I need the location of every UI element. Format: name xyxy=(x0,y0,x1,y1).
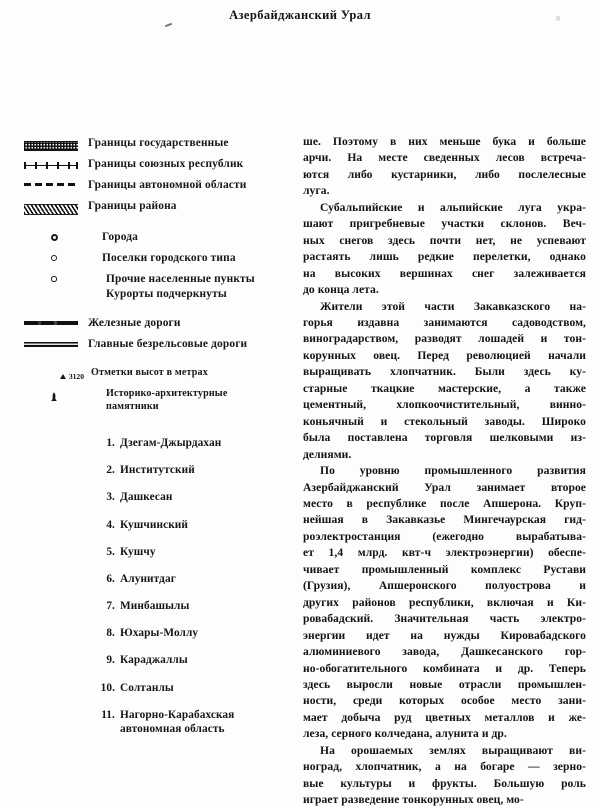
paragraph-3 xyxy=(303,299,586,464)
text-line: вые культуры и фрукты. Большую роль xyxy=(303,776,586,790)
union-republic-border-swatch xyxy=(24,157,84,169)
legend-label: Историко-архитектурные xyxy=(106,388,228,400)
legend-item-state-border xyxy=(24,136,282,151)
list-item-label: Кушчинский xyxy=(120,518,189,531)
list-item-label: Юхары-Моллу xyxy=(120,627,199,640)
legend-label: Отметки высот в метрах xyxy=(91,367,208,379)
list-item xyxy=(98,599,282,614)
text-line: ных снегов здесь почти нет, не успевают xyxy=(303,233,586,247)
text-line: ются либо кустарники, либо послелесные xyxy=(303,167,586,181)
legend-item-other-settlement xyxy=(24,272,282,301)
list-item-label: Солтанлы xyxy=(120,681,174,694)
text-line: растаять лишь редкие перелетки, однако xyxy=(303,250,586,264)
text-line: мает добыча руд цветных металлов и же- xyxy=(303,710,586,724)
urban-settlement-dot-icon xyxy=(24,251,84,261)
list-item xyxy=(98,572,282,587)
text-line: старные ткацкие мастерские, а также xyxy=(303,381,586,395)
paragraph-5 xyxy=(303,743,586,809)
map-legend xyxy=(24,136,282,737)
text-line: (Грузия), Апшеронского полуострова и xyxy=(303,579,586,593)
list-item-label: Минбашылы xyxy=(120,600,190,613)
running-head: Азербайджанский Урал xyxy=(229,8,371,22)
main-road-line-swatch xyxy=(24,337,84,347)
text-line: Субальпийские и альпийские луга укра- xyxy=(320,200,586,214)
text-line: энергии идет на нужды Кировабадского xyxy=(303,628,586,642)
list-item-number: 2. xyxy=(106,464,115,477)
list-item xyxy=(98,653,282,668)
text-line: других районов республики, включая и Ки- xyxy=(303,595,586,609)
text-line: была поставлена торговля шелковыми из- xyxy=(303,431,586,445)
list-item-label: Караджаллы xyxy=(120,654,188,667)
list-item-label: Институтский xyxy=(120,464,195,477)
numbered-place-key xyxy=(24,436,282,737)
paragraph-4 xyxy=(303,463,586,743)
list-item-label-line2: автономная область xyxy=(120,723,225,736)
legend-item-city xyxy=(24,230,282,245)
text-line: на высоких вершинах снег залеживается xyxy=(303,266,586,280)
list-item xyxy=(98,708,282,737)
list-item-number: 3. xyxy=(106,491,115,504)
city-dot-icon xyxy=(24,230,84,241)
legend-item-autonomous-oblast-border xyxy=(24,178,282,193)
text-line: играет разведение тонкорунных овец, мо- xyxy=(303,793,524,807)
text-line: ет 1,4 млрд. квт-ч электроэнергии) обеспе- xyxy=(303,546,586,560)
list-item xyxy=(98,436,282,451)
text-line: но-обогатительного комбината и др. Теперь xyxy=(303,661,586,675)
list-item-number: 4. xyxy=(106,518,115,531)
text-line: роэлектростанция (ежегодно вырабатыва- xyxy=(303,529,586,543)
legend-item-rayon-border xyxy=(24,199,282,215)
other-settlement-dot-icon xyxy=(24,272,84,282)
scan-artifact-mark xyxy=(165,23,172,27)
text-line: корунных овец. Перед революцией начали xyxy=(303,348,586,362)
state-border-swatch xyxy=(24,136,84,151)
list-item xyxy=(98,626,282,641)
monument-marker-icon xyxy=(24,388,84,401)
text-line: луга. xyxy=(303,184,330,198)
text-line: горья издавна занимаются садоводством, xyxy=(303,315,586,329)
text-line: здесь выросли новые отрасли промышлен- xyxy=(303,677,586,691)
legend-label-secondary: Курорты подчеркнуты xyxy=(106,287,227,300)
legend-item-union-republic-border xyxy=(24,157,282,172)
legend-label: Границы автономной области xyxy=(88,179,247,191)
list-item-number: 10. xyxy=(100,681,115,694)
legend-label: Границы государственные xyxy=(88,137,229,149)
legend-label: Границы района xyxy=(88,200,177,212)
legend-item-main-road xyxy=(24,337,282,352)
list-item xyxy=(98,681,282,696)
text-line: ровабадский. Значительная часть электро- xyxy=(303,612,586,626)
list-item xyxy=(98,490,282,505)
list-item-number: 1. xyxy=(106,437,115,449)
list-item-label: Кушчу xyxy=(120,545,156,558)
text-line: ности, среди которых особое место зани- xyxy=(303,694,586,708)
legend-item-monument xyxy=(24,388,282,414)
list-item-number: 5. xyxy=(106,545,115,558)
text-line: леза, серного колчедана, алунита и др. xyxy=(303,727,507,741)
legend-label-secondary: памятники xyxy=(106,401,159,413)
legend-item-elevation xyxy=(24,367,282,382)
text-line: нейшая в Закавказье Мингечаурская гид- xyxy=(303,513,586,527)
text-line: коньячный и стекольный заводы. Широко xyxy=(303,414,586,428)
text-line: арчи. На месте сведенных лесов встреча- xyxy=(303,151,586,165)
legend-item-urban-settlement xyxy=(24,251,282,266)
legend-label: Главные безрельсовые дороги xyxy=(88,338,248,351)
paragraph-2 xyxy=(303,200,586,299)
list-item-label: Алунитдаг xyxy=(120,572,176,585)
list-item-number: 6. xyxy=(106,572,115,585)
legend-label: Поселки городского типа xyxy=(102,252,236,264)
railway-line-swatch xyxy=(24,316,84,325)
elevation-triangle-icon xyxy=(24,367,87,381)
text-line: На орошаемых землях выращивают ви- xyxy=(320,743,586,757)
list-item-label: Дашкесан xyxy=(120,491,173,504)
text-line: делиями. xyxy=(303,447,352,461)
text-line: до конца лета. xyxy=(303,283,379,297)
text-line: выращивать хлопчатник. Были здесь ку- xyxy=(303,365,586,379)
legend-label: Границы союзных республик xyxy=(88,158,244,170)
scan-speck xyxy=(556,16,560,21)
list-item xyxy=(98,518,282,533)
rayon-border-swatch xyxy=(24,199,84,215)
elevation-value: 3120 xyxy=(68,372,84,382)
list-item xyxy=(98,463,282,478)
text-line: ше. Поэтому в них меньше бука и больше xyxy=(303,135,586,148)
list-item-label: Дзегам-Джырдахан xyxy=(120,437,222,449)
text-line: По уровню промышленного развития xyxy=(320,464,586,478)
text-line: алюминиевого завода, Дашкесанского гор- xyxy=(303,645,586,659)
legend-label: Железные дороги xyxy=(88,317,181,330)
text-line: Азербайджанский Урал занимает второе xyxy=(303,480,586,494)
text-line: место в республике после Апшерона. Круп- xyxy=(303,496,586,510)
text-line: чивает промышленный комплекс Рустави xyxy=(303,562,586,576)
list-item-number: 11. xyxy=(101,708,115,721)
triangle-icon xyxy=(60,374,66,379)
text-line: Жители этой части Закавказского на- xyxy=(320,299,586,313)
legend-item-railway xyxy=(24,316,282,331)
legend-label: Города xyxy=(102,231,138,243)
text-line: цементный, хлопкоочистительный, винно- xyxy=(303,398,586,412)
paragraph-1 xyxy=(303,134,586,200)
autonomous-oblast-border-swatch xyxy=(24,178,84,186)
list-item-number: 7. xyxy=(106,600,115,613)
list-item-label: Нагорно-Карабахская xyxy=(120,708,235,721)
list-item xyxy=(98,545,282,560)
legend-label: Прочие населенные пункты xyxy=(106,273,255,285)
list-item-number: 9. xyxy=(106,654,115,667)
text-line: ноград, хлопчатник, а на богаре — зерно- xyxy=(303,760,586,774)
list-item-number: 8. xyxy=(106,627,115,640)
text-line: шают пригребневые участки склонов. Веч- xyxy=(303,217,586,231)
text-line: виноградарством, разводят лошадей и тон- xyxy=(303,332,586,346)
body-text-column xyxy=(303,134,586,809)
